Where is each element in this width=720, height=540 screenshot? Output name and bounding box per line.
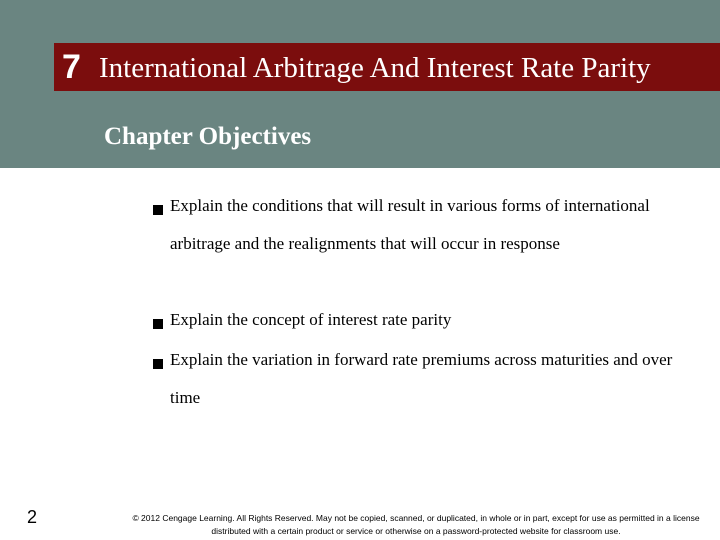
copyright-notice: © 2012 Cengage Learning. All Rights Reserved. May not be copied, scanned, or duplicated, in whole or in part, except for use as permitted in a license distributed with a certain product or service or otherwise on a password-protected website for classroom use. — [132, 513, 700, 536]
slide-subtitle: Chapter Objectives — [104, 123, 312, 150]
objective-text: Explain the conditions that will result in various forms of international arbitrage and the realignments that will occur in response — [170, 196, 650, 253]
slide-title: International Arbitrage And Interest Rate Parity — [99, 52, 651, 84]
bullet-square-icon — [153, 205, 163, 215]
bullet-square-icon — [153, 359, 163, 369]
bullet-square-icon — [153, 319, 163, 329]
objective-text: Explain the concept of interest rate parity — [170, 310, 452, 329]
slide-number: 2 — [27, 507, 38, 527]
chapter-number: 7 — [62, 48, 81, 86]
objective-text: Explain the variation in forward rate premiums across maturities and over time — [170, 350, 673, 407]
